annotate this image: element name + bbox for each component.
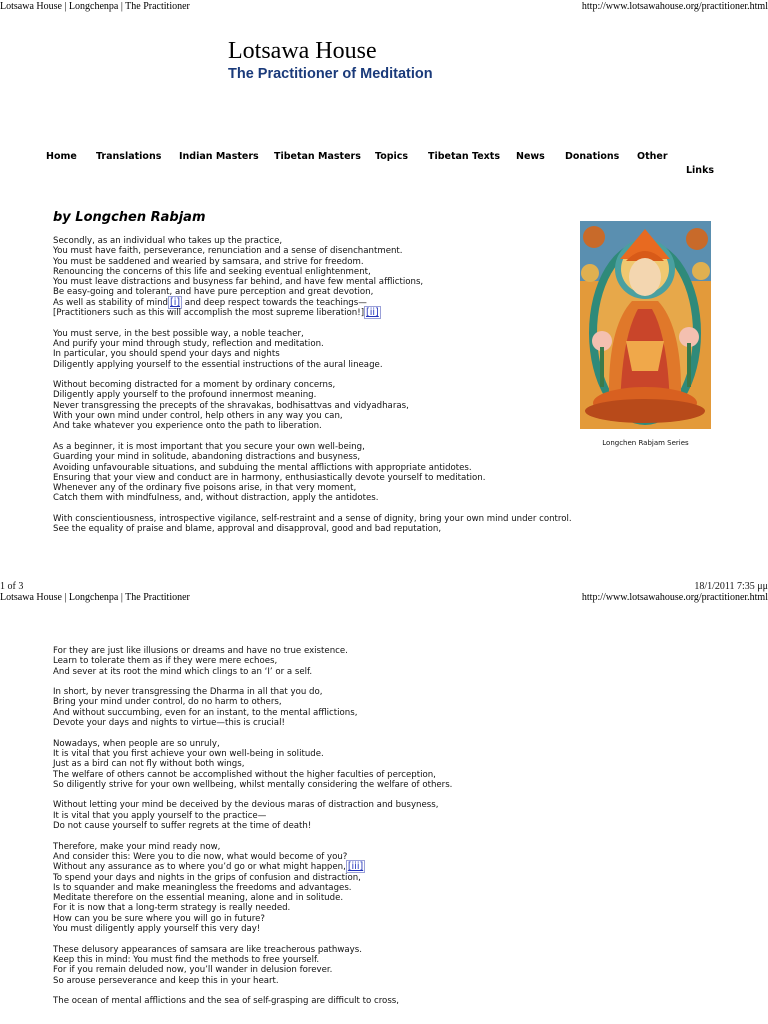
verse-line: Without becoming distracted for a moment by ordinary concerns, (53, 380, 336, 391)
verse-line: So arouse perseverance and keep this in your heart. (53, 975, 279, 986)
footnote-link-iii[interactable]: [iii] (347, 861, 364, 873)
verse-line: See the equality of praise and blame, approval and disapproval, good and bad reputation, (53, 524, 442, 535)
verse-line: To spend your days and nights in the grips of confusion and distraction, (53, 872, 361, 883)
verse-line: Just as a bird can not fly without both wings, (53, 759, 245, 770)
verse-line: In short, by never transgressing the Dharma in all that you do, (53, 687, 323, 698)
verse-line: It is vital that you first achieve your own well-being in solitude. (53, 748, 324, 759)
stanza (53, 236, 572, 318)
verse-line: Meditate therefore on the essential meaning, alone and in solitude. (53, 893, 344, 904)
verse-line: Catch them with mindfulness, and, without distraction, apply the antidotes. (53, 493, 379, 504)
verse-line: So diligently strive for your own wellbeing, whilst mentally considering the welfare of others. (53, 779, 453, 790)
print-header-url: http://www.lotsawahouse.org/practitioner.html (581, 592, 768, 603)
verse-line: You must leave distractions and busyness far behind, and have few mental afflictions, (53, 277, 424, 288)
nav-indian-masters[interactable]: Indian Masters (179, 151, 259, 162)
verse-line: Therefore, make your mind ready now, (53, 841, 221, 852)
verse-line: And consider this: Were you to die now, what would become of you? (53, 851, 348, 862)
verse-line: Without any assurance as to where you’d go or what might happen, (53, 862, 346, 873)
page-count: 1 of 3 (0, 581, 24, 592)
verse-line: You must have faith, perseverance, renunciation and a sense of disenchantment. (53, 246, 403, 257)
verse-line: Learn to tolerate them as if they were mere echoes, (53, 656, 278, 667)
verse-line: [Practitioners such as this will accomplish the most supreme liberation!] (53, 308, 365, 319)
poem-page-1 (53, 236, 572, 545)
nav-tibetan-texts[interactable]: Tibetan Texts (428, 151, 500, 162)
stanza (53, 687, 452, 728)
verse-line: and deep respect towards the teachings— (182, 297, 367, 308)
nav-translations[interactable]: Translations (96, 151, 162, 162)
nav-donations[interactable]: Donations (565, 151, 620, 162)
print-header-url: http://www.lotsawahouse.org/practitioner.html (581, 1, 768, 12)
print-date: 18/1/2011 7:35 μμ (694, 581, 768, 592)
print-header (0, 1, 768, 15)
stanza (53, 842, 452, 935)
stanza (53, 329, 572, 370)
stanza (53, 800, 452, 831)
print-header-title: Lotsawa House | Longchenpa | The Practitioner (0, 592, 190, 603)
stanza (53, 996, 452, 1006)
verse-line: Without letting your mind be deceived by the devious maras of distraction and busyness, (53, 800, 439, 811)
verse-line: Is to squander and make meaningless the freedoms and advantages. (53, 882, 352, 893)
verse-line: Bring your mind under control, do no harm to others, (53, 697, 282, 708)
verse-line: With conscientiousness, introspective vigilance, self-restraint and a sense of dignity, bring your own mind under control. (53, 514, 572, 525)
nav-links[interactable]: Links (686, 165, 715, 176)
verse-line: Never transgressing the precepts of the shravakas, bodhisattvas and vidyadharas, (53, 400, 409, 411)
image-caption: Longchen Rabjam Series (602, 439, 689, 447)
verse-line: It is vital that you apply yourself to the practice— (53, 810, 267, 821)
verse-line: The ocean of mental afflictions and the sea of self-grasping are difficult to cross, (53, 996, 400, 1007)
verse-line: For if you remain deluded now, you’ll wander in delusion forever. (53, 965, 333, 976)
nav-other[interactable]: Other (637, 151, 668, 162)
longchen-rabjam-thangka-image[interactable] (580, 221, 711, 429)
page-subtitle: The Practitioner of Meditation (228, 66, 433, 82)
verse-line: These delusory appearances of samsara are like treacherous pathways. (53, 944, 362, 955)
verse-line: Avoiding unfavourable situations, and subduing the mental afflictions with appropriate antidotes. (53, 462, 472, 473)
poem-page-2 (53, 646, 452, 1017)
verse-line: Be easy-going and tolerant, and have pure perception and great devotion, (53, 287, 374, 298)
verse-line: As a beginner, it is most important that you secure your own well-being, (53, 441, 365, 452)
verse-line: Diligently apply yourself to the profound innermost meaning. (53, 390, 317, 401)
stanza (53, 514, 572, 535)
verse-line: And purify your mind through study, reflection and meditation. (53, 338, 324, 349)
verse-line: You must diligently apply yourself this very day! (53, 924, 261, 935)
verse-line: Ensuring that your view and conduct are in harmony, enthusiastically devote yourself to meditation. (53, 472, 486, 483)
verse-line: With your own mind under control, help others in any way you can, (53, 411, 343, 422)
stanza (53, 945, 452, 986)
verse-line: Keep this in mind: You must find the methods to free yourself. (53, 954, 320, 965)
footnote-link-ii[interactable]: [ii] (366, 307, 379, 319)
nav-home[interactable]: Home (46, 151, 77, 162)
stanza (53, 380, 572, 431)
print-header-page-2 (0, 592, 768, 606)
verse-line: Guarding your mind in solitude, abandoning distractions and busyness, (53, 452, 361, 463)
verse-line: You must serve, in the best possible way, a noble teacher, (53, 328, 304, 339)
verse-line: In particular, you should spend your days and nights (53, 349, 280, 360)
nav-topics[interactable]: Topics (375, 151, 409, 162)
verse-line: Secondly, as an individual who takes up the practice, (53, 236, 283, 246)
verse-line: Do not cause yourself to suffer regrets at the time of death! (53, 821, 312, 832)
verse-line: And take whatever you experience onto the path to liberation. (53, 421, 322, 432)
verse-line: Renouncing the concerns of this life and seeking eventual enlightenment, (53, 266, 371, 277)
stanza (53, 739, 452, 790)
thangka-illustration (580, 221, 711, 429)
verse-line: And without succumbing, even for an instant, to the mental afflictions, (53, 707, 358, 718)
verse-line: And sever at its root the mind which clings to an ‘I’ or a self. (53, 666, 313, 677)
verse-line: For they are just like illusions or dreams and have no true existence. (53, 646, 348, 656)
site-title[interactable]: Lotsawa House (228, 38, 377, 64)
verse-line: As well as stability of mind (53, 297, 168, 308)
stanza (53, 646, 452, 677)
verse-line: For it is now that a long-term strategy is really needed. (53, 903, 291, 914)
verse-line: Devote your days and nights to virtue—this is crucial! (53, 718, 285, 729)
nav-tibetan-masters[interactable]: Tibetan Masters (274, 151, 361, 162)
stanza (53, 442, 572, 504)
verse-line: The welfare of others cannot be accomplished without the higher faculties of perception, (53, 769, 436, 780)
verse-line: Whenever any of the ordinary five poisons arise, in that very moment, (53, 483, 357, 494)
footnote-link-i[interactable]: [i] (169, 296, 181, 308)
verse-line: Nowadays, when people are so unruly, (53, 738, 220, 749)
verse-line: How can you be sure where you will go in future? (53, 913, 265, 924)
nav-news[interactable]: News (516, 151, 545, 162)
print-header-title: Lotsawa House | Longchenpa | The Practitioner (0, 1, 190, 12)
verse-line: You must be saddened and wearied by samsara, and strive for freedom. (53, 256, 364, 267)
verse-line: Diligently applying yourself to the essential instructions of the aural lineage. (53, 359, 383, 370)
main-nav (0, 151, 768, 183)
author-heading: by Longchen Rabjam (53, 210, 206, 225)
